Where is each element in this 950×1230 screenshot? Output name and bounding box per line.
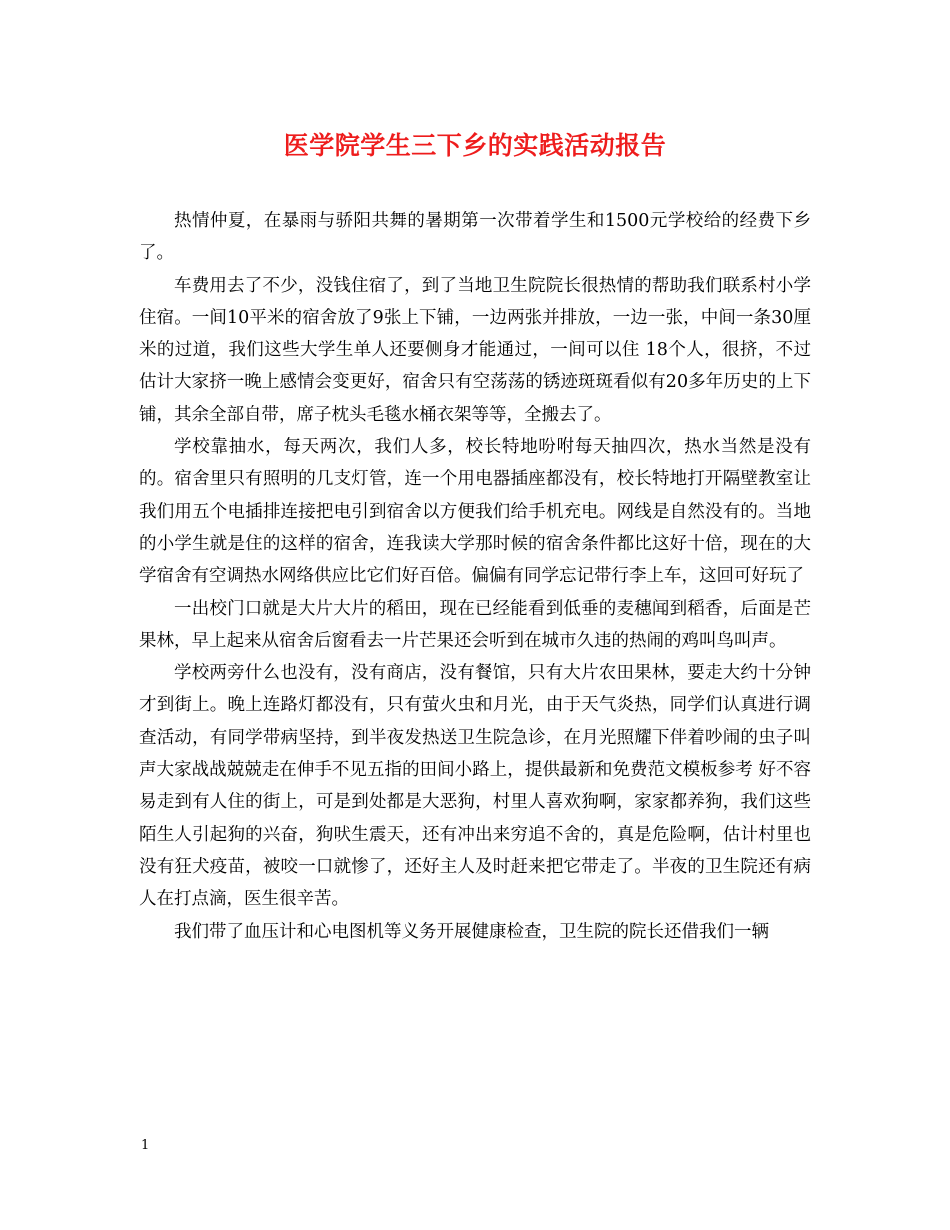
paragraph-1: 热情仲夏，在暴雨与骄阳共舞的暑期第一次带着学生和1500元学校给的经费下乡了。 (139, 211, 811, 264)
paragraph-2: 车费用去了不少，没钱住宿了，到了当地卫生院院长很热情的帮助我们联系村小学住宿。一间10平米的宿舍放了9张上下铺，一边两张并排放，一边一张，中间一条30厘米的过道，我们这些大学生单人还要侧身才能通过，一间可以住 18个人，很挤，不过估计大家挤一晚上感情会变更好，宿舍只有空荡荡的锈迹斑斑看似有20多年历史的上下铺，其余全部自带，席子枕头毛毯水桶衣架等等，全搬去了。 (139, 275, 811, 425)
document-title: 医学院学生三下乡的实践活动报告 (283, 131, 667, 160)
page-number: 1 (141, 1138, 150, 1153)
paragraph-6: 我们带了血压计和心电图机等义务开展健康检查，卫生院的院长还借我们一辆 (174, 921, 769, 942)
document-body (139, 205, 811, 948)
paragraph-5: 学校两旁什么也没有，没有商店，没有餐馆，只有大片农田果林，要走大约十分钟才到街上。晚上连路灯都没有，只有萤火虫和月光，由于天气炎热，同学们认真进行调查活动，有同学带病坚持，到半夜发热送卫生院急诊，在月光照耀下伴着吵闹的虫子叫声大家战战兢兢走在伸手不见五指的田间小路上，提供最新和免费范文模板参考 好不容易走到有人住的街上，可是到处都是大恶狗，村里人喜欢狗啊，家家都养狗，我们这些陌生人引起狗的兴奋，狗吠生震天，还有冲出来穷追不舍的，真是危险啊，估计村里也没有狂犬疫苗，被咬一口就惨了，还好主人及时赶来把它带走了。半夜的卫生院还有病人在打点滴，医生很辛苦。 (139, 663, 811, 910)
paragraph-3: 学校靠抽水，每天两次，我们人多，校长特地吩咐每天抽四次，热水当然是没有的。宿舍里只有照明的几支灯管，连一个用电器插座都没有，校长特地打开隔壁教室让我们用五个电插排连接把电引到宿舍以方便我们给手机充电。网线是自然没有的。当地的小学生就是住的这样的宿舍，连我读大学那时候的宿舍条件都比这好十倍，现在的大学宿舍有空调热水网络供应比它们好百倍。偏偏有同学忘记带行李上车，这回可好玩了 (139, 437, 811, 587)
paragraph-4: 一出校门口就是大片大片的稻田，现在已经能看到低垂的麦穗闻到稻香，后面是芒果林，早上起来从宿舍后窗看去一片芒果还会听到在城市久违的热闹的鸡叫鸟叫声。 (139, 598, 811, 651)
